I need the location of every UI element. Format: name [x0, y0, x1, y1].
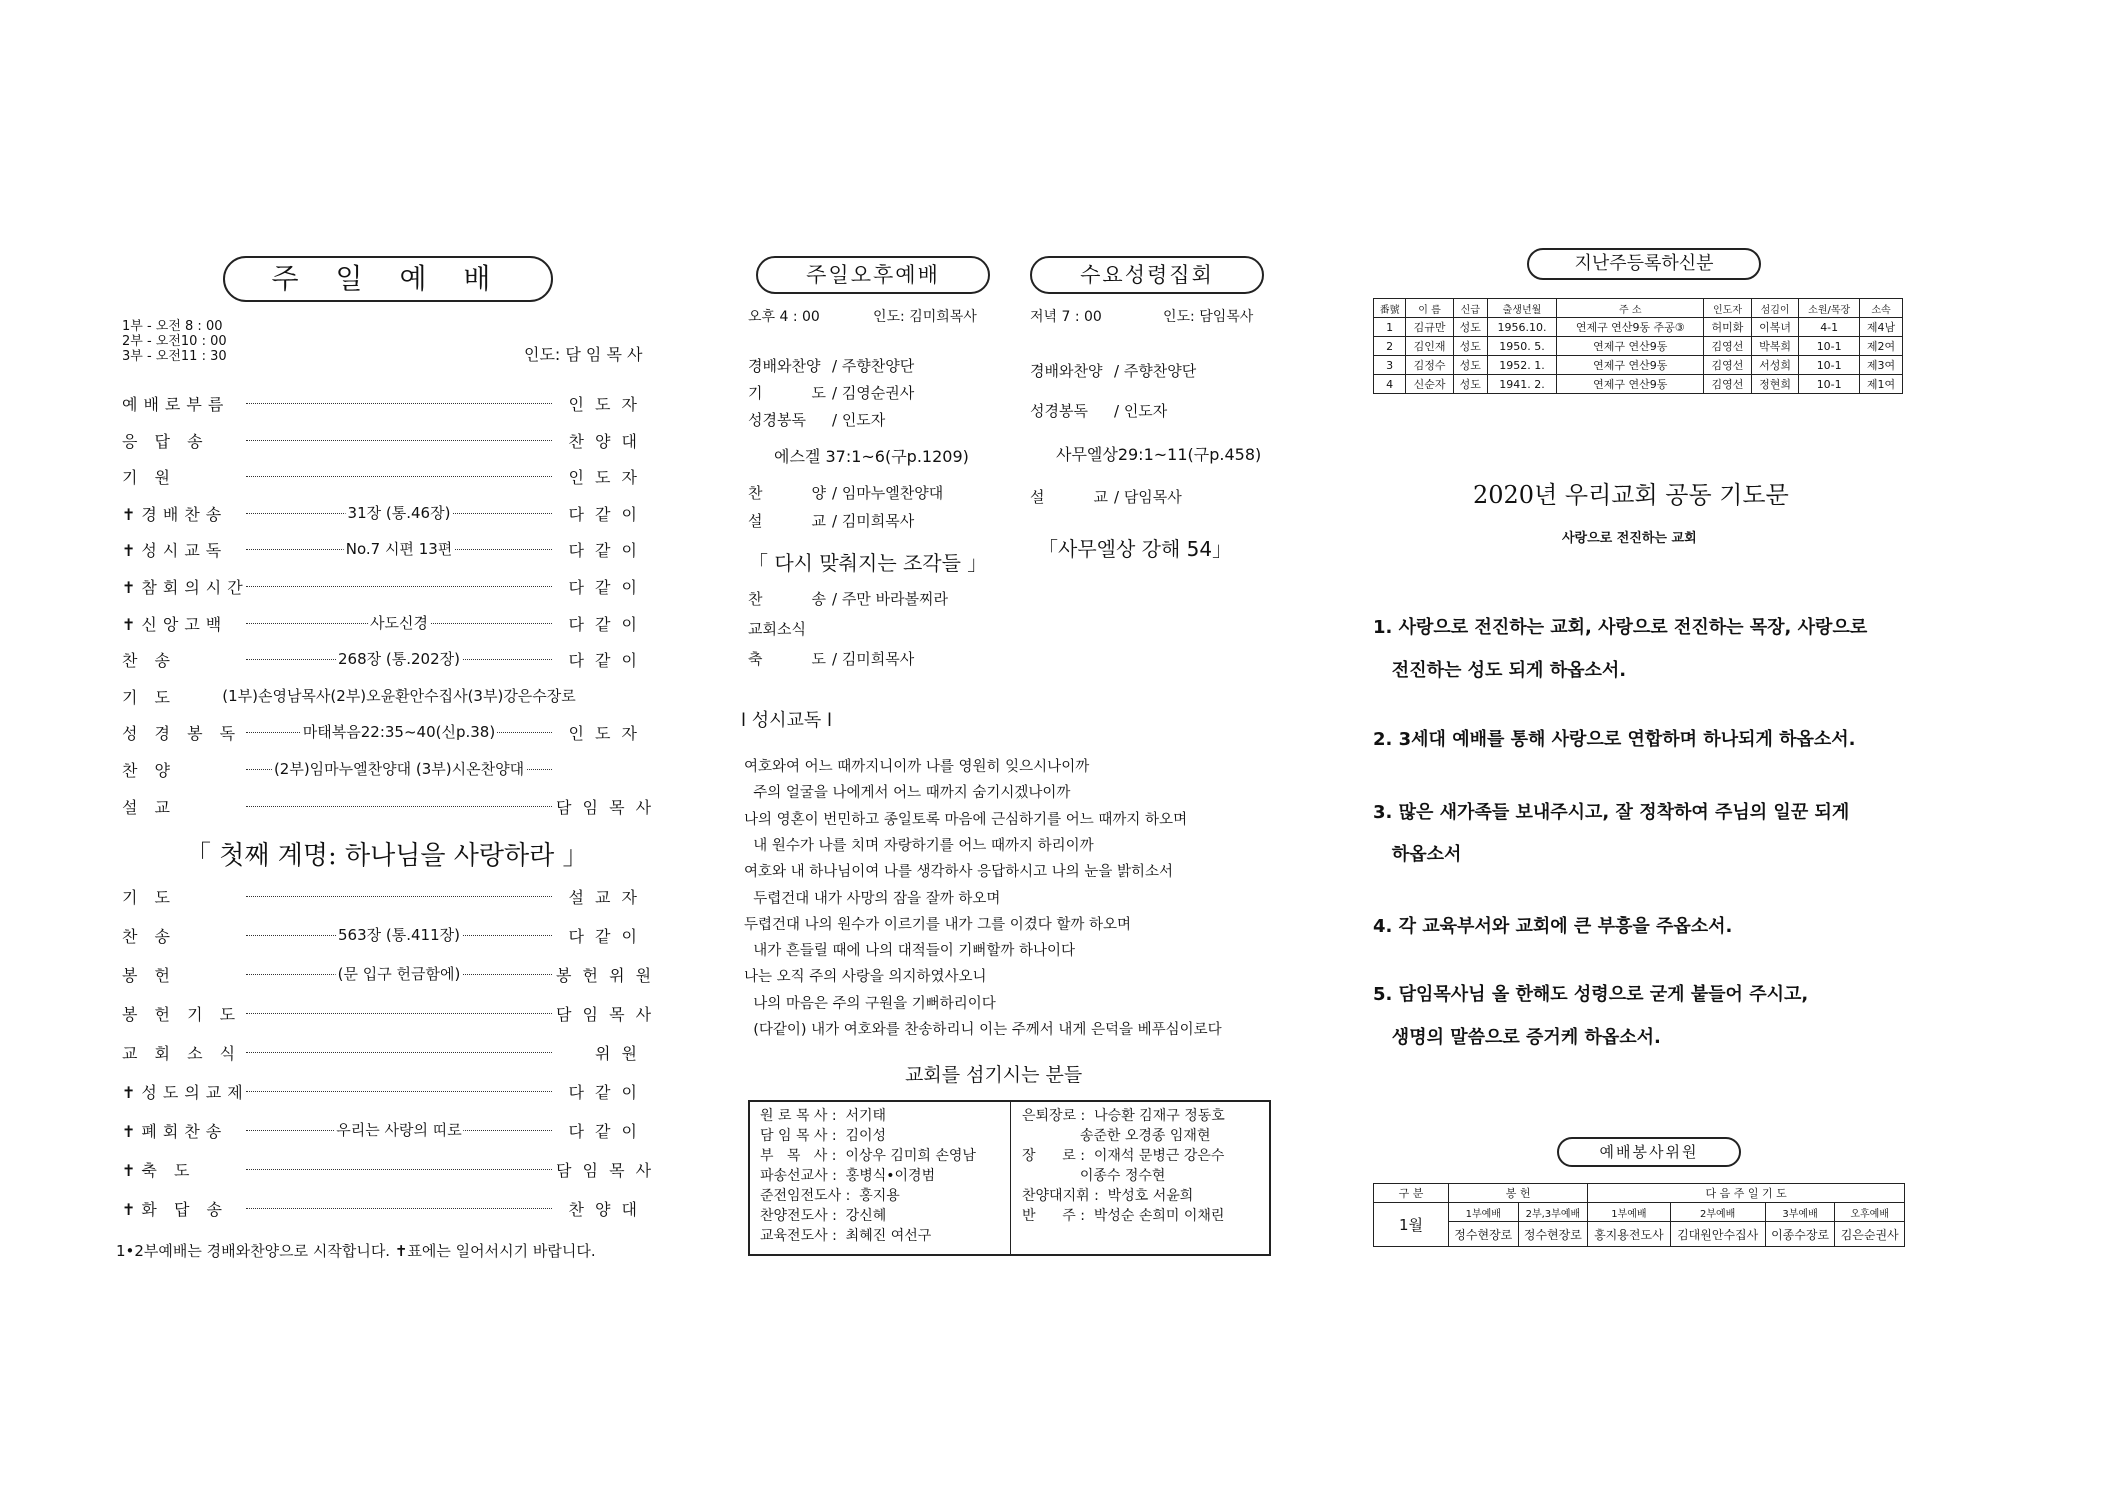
worship-leader: 인도: 담 임 목 사	[524, 345, 643, 364]
prayer-line: 1. 사랑으로 전진하는 교회, 사랑으로 전진하는 목장, 사랑으로	[1373, 617, 1868, 638]
reading-line: 나는 오직 주의 사랑을 의지하였사오니	[744, 969, 987, 986]
dot-leader	[246, 1091, 552, 1092]
order-label: 응 답 송	[122, 431, 209, 451]
servant-line: 준전임전도사 : 홍지용	[760, 1188, 900, 1204]
order-responsible: 다 같 이	[568, 1083, 640, 1102]
newcomer-cell: 김규만	[1406, 318, 1454, 337]
service-item-label: 성경봉독	[1030, 402, 1088, 420]
servants-title: 교회를 섬기시는 분들	[905, 1064, 1083, 1086]
service-item	[748, 382, 914, 403]
dot-leader	[246, 1052, 552, 1053]
prayer-line: 3. 많은 새가족들 보내주시고, 잘 정착하여 주님의 일꾼 되게	[1373, 802, 1850, 823]
dot-leader	[246, 1208, 552, 1209]
order-label: 예배로부름	[122, 395, 230, 414]
servant-line: 원 로 목 사 : 서기태	[760, 1108, 887, 1124]
newcomer-cell: 1956.10.	[1487, 318, 1557, 337]
newcomer-cell: 1	[1374, 318, 1406, 337]
reading-line: 나의 마음은 주의 구원을 기뻐하리이다	[744, 995, 996, 1012]
order-label: ✝성시교독	[122, 541, 228, 561]
worship-times: 1부 - 오전 8 : 00 2부 - 오전10 : 00 3부 - 오전11 : 30	[122, 319, 227, 364]
order-responsible: 다 같 이	[568, 578, 640, 597]
order-label: ✝경배찬송	[122, 504, 228, 524]
order-responsible: 봉 헌 위 원	[556, 966, 655, 985]
order-responsible: 인 도 자	[568, 468, 640, 488]
order-label: 교 회 소 식	[122, 1044, 242, 1063]
service-item-text: / 인도자	[1114, 402, 1168, 420]
duty-sub-header: 1부예배	[1449, 1203, 1519, 1222]
order-label: 설 교	[122, 797, 176, 817]
duty-value: 김대원안수집사	[1670, 1222, 1765, 1247]
prayer-line: 5. 담임목사님 올 한해도 성령으로 굳게 붙들어 주시고,	[1373, 984, 1809, 1005]
newcomer-cell: 제3여	[1860, 356, 1903, 375]
sermon-title: 「 첫째 계명: 하나님을 사랑하라 」	[185, 841, 589, 871]
wednesday-sermon: 「사무엘상 강해 54」	[1038, 537, 1233, 561]
prayer-subtitle: 사랑으로 전진하는 교회	[1562, 531, 1697, 546]
duty-h3: 다 음 주 일 기 도	[1588, 1184, 1905, 1203]
newcomer-row	[1374, 337, 1903, 356]
duty-value: 정수현장로	[1518, 1222, 1588, 1247]
wednesday-leader: 인도: 담임목사	[1163, 309, 1254, 325]
service-item-label: 설 교	[1030, 488, 1108, 506]
order-responsible: 다 같 이	[568, 927, 640, 946]
reading-line: 내가 흔들릴 때에 나의 대적들이 기뻐할까 하나이다	[744, 943, 1076, 960]
order-responsible: 다 같 이	[568, 1122, 640, 1141]
reading-line: 주의 얼굴을 나에게서 어느 때까지 숨기시겠나이까	[744, 785, 1071, 802]
order-detail: 마태복음22:35~40(신p.38)	[302, 723, 496, 742]
newcomer-cell: 제4남	[1860, 318, 1903, 337]
dot-leader	[246, 476, 552, 477]
dot-leader	[246, 1169, 552, 1170]
order-responsible: 다 같 이	[568, 541, 640, 561]
newcomer-cell: 박복희	[1751, 337, 1799, 356]
worship-order-row	[122, 924, 640, 947]
worship-order-row	[122, 795, 655, 818]
service-item	[748, 618, 832, 639]
service-item-text: / 주향찬양단	[1114, 362, 1197, 380]
newcomer-cell: 10-1	[1799, 356, 1860, 375]
order-responsible: 위 원	[595, 1044, 640, 1063]
order-label: ✝참회의시간	[122, 578, 249, 597]
servant-line: 담 임 목 사 : 김이성	[760, 1128, 887, 1144]
newcomer-cell: 1950. 5.	[1487, 337, 1557, 356]
order-detail: 268장 (통.202장)	[338, 650, 460, 669]
order-label: ✝축 도	[122, 1161, 196, 1180]
reading-title: l 성시교독 l	[741, 710, 832, 731]
reading-line: 두렵건대 내가 사망의 잠을 잘까 하오며	[744, 890, 1001, 907]
newcomer-cell: 4-1	[1799, 318, 1860, 337]
service-item-text: 사무엘상29:1~11(구p.458)	[1056, 445, 1262, 464]
duty-h1: 구 분	[1374, 1184, 1449, 1203]
service-item-text: 에스겔 37:1~6(구p.1209)	[774, 447, 969, 466]
duty-table	[1373, 1183, 1905, 1247]
order-detail: No.7 시편 13편	[345, 540, 453, 559]
newcomer-cell: 김정수	[1406, 356, 1454, 375]
service-item-text: / 인도자	[832, 411, 886, 429]
worship-order-row	[122, 648, 640, 671]
service-item-text: / 김영순권사	[832, 384, 915, 402]
reading-line: 여호와 내 하나님이여 나를 생각하사 응답하시고 나의 눈을 밝히소서	[744, 864, 1174, 881]
wednesday-time: 저녁 7 : 00	[1030, 309, 1102, 325]
newcomer-cell: 제2여	[1860, 337, 1903, 356]
afternoon-leader: 인도: 김미희목사	[873, 309, 977, 325]
newcomers-table	[1373, 298, 1903, 394]
order-detail: (2부)임마누엘찬양대 (3부)시온찬양대	[273, 760, 525, 779]
reading-line: 여호와여 어느 때까지니이까 나를 영원히 잊으시나이까	[744, 759, 1090, 775]
service-item	[1030, 400, 1167, 421]
newcomer-cell: 김영선	[1704, 375, 1752, 394]
newcomer-row	[1374, 356, 1903, 375]
order-label: ✝화 답 송	[122, 1200, 228, 1219]
duty-value: 이종수장로	[1765, 1222, 1835, 1247]
newcomer-cell: 성도	[1453, 375, 1487, 394]
order-label: ✝폐회찬송	[122, 1122, 228, 1141]
service-item	[1030, 442, 1261, 465]
order-responsible: 담 임 목 사	[556, 1161, 655, 1180]
service-item-label: 축 도	[748, 650, 826, 668]
dot-leader	[246, 1013, 552, 1014]
service-item-label: 교회소식	[748, 620, 806, 638]
worship-order-row	[122, 758, 640, 781]
newcomer-cell: 서성희	[1751, 356, 1799, 375]
newcomers-header-cell: 섬김이	[1751, 299, 1799, 318]
order-label: 찬 양	[122, 761, 176, 780]
newcomers-header-cell: 인도자	[1704, 299, 1752, 318]
newcomer-cell: 10-1	[1799, 337, 1860, 356]
service-item	[1030, 486, 1182, 507]
worship-order-row	[122, 1002, 655, 1025]
prayer-line: 2. 3세대 예배를 통해 사랑으로 연합하며 하나되게 하옵소서.	[1373, 729, 1856, 750]
service-item-text: / 김미희목사	[832, 650, 915, 668]
newcomers-header-row	[1374, 299, 1903, 318]
dot-leader	[246, 586, 552, 587]
newcomers-header-cell: 출생년월	[1487, 299, 1557, 318]
dot-leader	[246, 613, 552, 632]
newcomers-title: 지난주등록하신분	[1527, 248, 1761, 280]
dot-leader	[246, 760, 552, 779]
dot-leader	[246, 806, 552, 807]
servant-line: 이종수 정수현	[1022, 1168, 1166, 1184]
service-item-label: 성경봉독	[748, 411, 806, 429]
worship-order-row	[122, 1158, 655, 1181]
sunday-worship-title: 주 일 예 배	[223, 256, 553, 302]
worship-order-row	[122, 429, 640, 452]
worship-order-row	[122, 1119, 640, 1142]
footnote: 1•2부예배는 경배와찬양으로 시작합니다. ✝표에는 일어서시기 바랍니다.	[116, 1242, 596, 1260]
service-item	[748, 355, 914, 376]
servants-box	[748, 1100, 1271, 1256]
duty-sub-header: 2부예배	[1670, 1203, 1765, 1222]
service-item-text: / 주향찬양단	[832, 357, 915, 375]
order-label: 봉 헌 기 도	[122, 1005, 242, 1024]
service-item	[748, 482, 943, 503]
newcomers-header-cell: 番號	[1374, 299, 1406, 318]
worship-order-row	[122, 885, 640, 908]
newcomer-cell: 4	[1374, 375, 1406, 394]
duty-sub-header: 2부,3부예배	[1518, 1203, 1588, 1222]
newcomers-header-cell: 신급	[1453, 299, 1487, 318]
dot-leader	[222, 686, 576, 705]
order-label: ✝신앙고백	[122, 614, 228, 634]
newcomer-cell: 성도	[1453, 318, 1487, 337]
servants-left	[760, 1106, 976, 1246]
servant-line: 송준한 오경종 임재현	[1022, 1128, 1211, 1144]
order-responsible: 설 교 자	[568, 888, 640, 907]
order-label: 성 경 봉 독	[122, 724, 242, 744]
prayer-title: 2020년 우리교회 공동 기도문	[1473, 481, 1789, 509]
newcomer-cell: 연제구 연산9동	[1557, 375, 1704, 394]
newcomer-cell: 2	[1374, 337, 1406, 356]
newcomers-header-cell: 주 소	[1557, 299, 1704, 318]
newcomer-cell: 허미화	[1704, 318, 1752, 337]
newcomer-row	[1374, 375, 1903, 394]
servant-line: 파송선교사 : 홍병식•이경범	[760, 1168, 936, 1184]
duty-value: 김은순권사	[1835, 1222, 1905, 1247]
newcomer-cell: 10-1	[1799, 375, 1860, 394]
servant-line: 장 로 : 이재석 문병근 강은수	[1022, 1148, 1225, 1164]
newcomer-cell: 김인재	[1406, 337, 1454, 356]
afternoon-time: 오후 4 : 00	[748, 309, 820, 325]
service-item-label: 찬 송	[748, 590, 826, 608]
order-responsible: 담 임 목 사	[556, 797, 655, 817]
service-item	[748, 588, 948, 609]
dot-leader	[246, 650, 552, 669]
duty-sub-header: 3부예배	[1765, 1203, 1835, 1222]
service-item	[748, 648, 914, 669]
newcomers-header-cell: 이 름	[1406, 299, 1454, 318]
reading-line: 내 원수가 나를 치며 자랑하기를 어느 때까지 하리이까	[744, 837, 1094, 854]
newcomer-cell: 김영선	[1704, 356, 1752, 375]
dot-leader	[246, 1121, 552, 1140]
order-responsible: 찬 양 대	[568, 431, 640, 451]
worship-order-row	[122, 963, 655, 986]
servant-line: 찬양전도사 : 강신혜	[760, 1208, 887, 1224]
service-item	[748, 409, 885, 430]
newcomer-cell: 성도	[1453, 337, 1487, 356]
worship-order-row	[122, 685, 640, 708]
duty-sub-header: 1부예배	[1588, 1203, 1670, 1222]
order-label: 찬 송	[122, 651, 176, 671]
order-responsible: 인 도 자	[568, 724, 640, 744]
order-label: ✝성도의교제	[122, 1083, 249, 1102]
duty-value: 홍지용전도사	[1588, 1222, 1670, 1247]
order-label: 기 도	[122, 888, 176, 907]
service-item-label: 찬 양	[748, 484, 826, 502]
order-detail: (문 입구 헌금함에)	[337, 965, 461, 984]
reading-line: 두렵건대 나의 원수가 이르기를 내가 그를 이겼다 할까 하오며	[744, 916, 1132, 933]
duty-h2: 봉 헌	[1449, 1184, 1588, 1203]
order-label: 봉 헌	[122, 966, 176, 985]
order-responsible: 담 임 목 사	[556, 1005, 655, 1024]
service-item-label: 경배와찬양	[1030, 362, 1103, 380]
dot-leader	[246, 896, 552, 897]
worship-order-row	[122, 721, 640, 744]
newcomer-cell: 연제구 연산9동	[1557, 356, 1704, 375]
duty-month: 1월	[1374, 1203, 1449, 1247]
dot-leader	[246, 503, 552, 522]
reading-line: 나의 영혼이 번민하고 종일토록 마음에 근심하기를 어느 때까지 하오며	[744, 811, 1188, 828]
order-label: 기 도	[122, 687, 176, 707]
servant-line: 교육전도사 : 최혜진 여선구	[760, 1228, 932, 1244]
service-item	[748, 510, 914, 531]
service-item	[748, 444, 969, 467]
service-item-text: / 임마누엘찬양대	[832, 484, 944, 502]
newcomer-cell: 김영선	[1704, 337, 1752, 356]
service-item-text: / 김미희목사	[832, 512, 915, 530]
worship-order-row	[122, 1041, 640, 1064]
order-label: 기 원	[122, 468, 176, 488]
worship-order-row	[122, 1080, 640, 1103]
order-responsible: 찬 양 대	[568, 1200, 640, 1219]
newcomer-cell: 3	[1374, 356, 1406, 375]
service-item	[1030, 360, 1196, 381]
wednesday-service-title: 수요성령집회	[1030, 256, 1264, 294]
order-responsible: 인 도 자	[568, 395, 640, 414]
dot-leader	[246, 403, 552, 404]
order-responsible: 다 같 이	[568, 614, 640, 634]
newcomer-cell: 이복녀	[1751, 318, 1799, 337]
order-responsible: 다 같 이	[568, 651, 640, 671]
order-detail: 우리는 사랑의 띠로	[336, 1121, 462, 1140]
order-detail: 31장 (통.46장)	[347, 503, 451, 522]
newcomer-cell: 정현희	[1751, 375, 1799, 394]
afternoon-worship-title: 주일오후예배	[756, 256, 990, 294]
newcomer-cell: 1941. 2.	[1487, 375, 1557, 394]
worship-order-row	[122, 392, 640, 415]
service-item-text: / 담임목사	[1114, 488, 1182, 506]
servant-line: 은퇴장로 : 나승환 김재구 정동호	[1022, 1108, 1225, 1124]
dot-leader	[246, 540, 552, 559]
dot-leader	[246, 440, 552, 441]
newcomers-header-cell: 소속	[1860, 299, 1903, 318]
servant-line: 부 목 사 : 이상우 김미희 손영남	[760, 1148, 976, 1164]
dot-leader	[246, 723, 552, 742]
worship-order-row	[122, 465, 640, 488]
newcomer-cell: 연제구 연산9동	[1557, 337, 1704, 356]
servant-line: 찬양대지휘 : 박성호 서윤희	[1022, 1188, 1194, 1204]
servant-line: 반 주 : 박성순 손희미 이채린	[1022, 1208, 1225, 1224]
dot-leader	[246, 926, 552, 945]
prayer-line: 하옵소서	[1373, 844, 1462, 865]
worship-order-row	[122, 575, 640, 598]
newcomer-cell: 1952. 1.	[1487, 356, 1557, 375]
order-detail: (1부)손영남목사(2부)오윤환안수집사(3부)강은수장로	[222, 686, 576, 705]
reading-line: (다같이) 내가 여호와를 찬송하리니 이는 주께서 내게 은덕을 베푸심이로다	[744, 1022, 1222, 1038]
newcomer-cell: 성도	[1453, 356, 1487, 375]
prayer-line: 4. 각 교육부서와 교회에 큰 부흥을 주옵소서.	[1373, 916, 1733, 937]
dot-leader	[246, 965, 552, 984]
worship-order-row	[122, 502, 640, 525]
service-item-label: 기 도	[748, 384, 826, 402]
order-responsible: 다 같 이	[568, 504, 640, 524]
order-label: 찬 송	[122, 927, 176, 946]
afternoon-sermon: 「 다시 맞춰지는 조각들 」	[748, 551, 988, 575]
order-detail: 사도신경	[370, 613, 428, 632]
order-detail: 563장 (통.411장)	[338, 926, 460, 945]
worship-order-row	[122, 538, 640, 561]
duty-title: 예배봉사위원	[1557, 1137, 1741, 1167]
servants-right	[1022, 1106, 1225, 1226]
worship-order-row	[122, 612, 640, 635]
worship-order-row	[122, 1197, 640, 1220]
service-item-text: / 주만 바라볼찌라	[832, 590, 949, 608]
newcomer-cell: 제1여	[1860, 375, 1903, 394]
prayer-line: 전진하는 성도 되게 하옵소서.	[1373, 660, 1627, 681]
newcomer-cell: 신순자	[1406, 375, 1454, 394]
prayer-line: 생명의 말씀으로 증거케 하옵소서.	[1373, 1027, 1661, 1048]
newcomer-row	[1374, 318, 1903, 337]
newcomer-cell: 연제구 연산9동 주공③	[1557, 318, 1704, 337]
service-item-label: 설 교	[748, 512, 826, 530]
newcomers-header-cell: 소원/목장	[1799, 299, 1860, 318]
service-item-label: 경배와찬양	[748, 357, 821, 375]
duty-sub-header: 오후예배	[1835, 1203, 1905, 1222]
duty-value: 정수현장로	[1449, 1222, 1519, 1247]
